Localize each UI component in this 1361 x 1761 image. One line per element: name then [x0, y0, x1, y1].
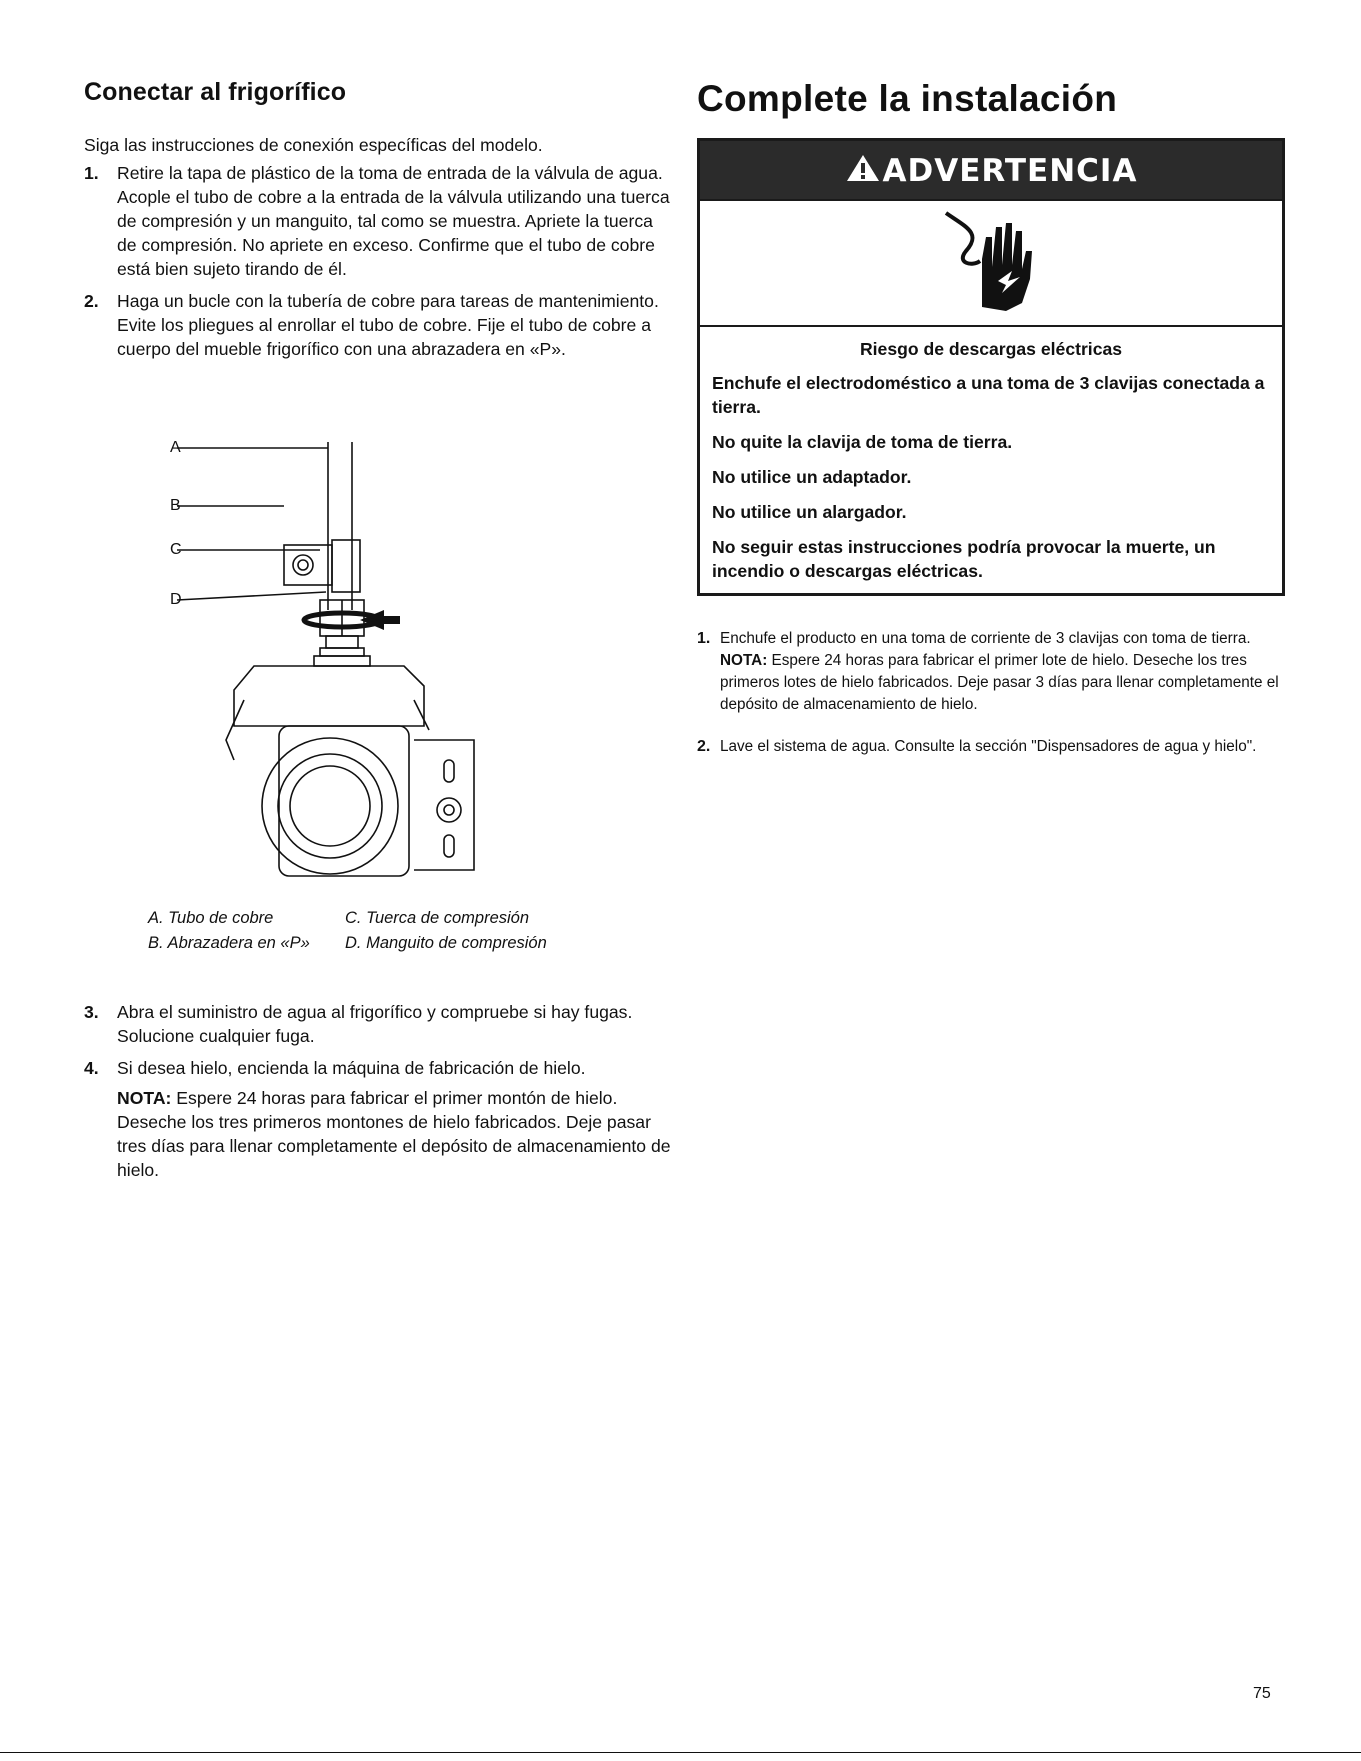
- right-steps: [697, 628, 1297, 778]
- left-column: [84, 78, 674, 369]
- left-steps-lower: [84, 1000, 674, 1190]
- callout-a: A: [170, 439, 181, 456]
- note-text: Espere 24 horas para fabricar el primer montón de hielo. Deseche los tres primeros montones de hielo fabricados. Deje pasar tres días para llenar completamente el depósito de almacenamiento de hielo.: [117, 1088, 671, 1180]
- legend-item-b: B. Abrazadera en «P»: [148, 934, 310, 952]
- electrical-shock-hand-icon: [700, 199, 1282, 327]
- callout-c: C: [170, 541, 182, 558]
- step-number: 4.: [84, 1058, 99, 1078]
- warning-body: [700, 327, 1282, 593]
- section-heading-complete: Complete la instalación: [697, 78, 1118, 119]
- step-text: Retire la tapa de plástico de la toma de entrada de la válvula de agua. Acople el tubo de cobre a la entrada de la válvula utilizando una tuerca de compresión y un manguito, tal como se muestra. Apriete la tuerca de compresión. No apriete en exceso. Confirme que el tubo de cobre está bien sujeto tirando de él.: [117, 163, 670, 279]
- intro-text: Siga las instrucciones de conexión específicas del modelo.: [84, 135, 543, 155]
- warning-box: [697, 138, 1285, 596]
- warning-line: No seguir estas instrucciones podría provocar la muerte, un incendio o descargas eléctricas.: [712, 537, 1216, 581]
- legend-item-a: A. Tubo de cobre: [148, 909, 274, 927]
- valve-connection-figure: [84, 440, 674, 880]
- step-note: [117, 1086, 674, 1182]
- legend-item-c: C. Tuerca de compresión: [345, 909, 530, 927]
- bottom-divider: [0, 1752, 1361, 1753]
- right-column: [697, 78, 1297, 140]
- warning-line: No utilice un alargador.: [712, 502, 907, 522]
- step-number: 3.: [84, 1002, 99, 1022]
- step-4: [84, 1056, 674, 1182]
- right-step-1: [697, 628, 1297, 716]
- step-number: 1.: [84, 163, 99, 183]
- page-number: 75: [1253, 1685, 1271, 1702]
- note-label: NOTA:: [720, 652, 768, 669]
- note-label: NOTA:: [117, 1088, 172, 1108]
- step-text: Haga un bucle con la tubería de cobre para tareas de mantenimiento. Evite los pliegues al enrollar el tubo de cobre. Fije el tubo de cobre a cuerpo del mueble frigorífico con una abrazadera en «P».: [117, 291, 659, 359]
- step-text: Enchufe el producto en una toma de corriente de 3 clavijas con toma de tierra.: [720, 630, 1251, 647]
- callout-b: B: [170, 497, 181, 514]
- callout-d: D: [170, 591, 182, 608]
- warning-line: No utilice un adaptador.: [712, 467, 912, 487]
- legend-row: [148, 931, 547, 956]
- risk-title: Riesgo de descargas eléctricas: [859, 339, 1123, 359]
- warning-title: ADVERTENCIA: [882, 153, 1138, 189]
- step-text: Abra el suministro de agua al frigorífico y compruebe si hay fugas. Solucione cualquier fuga.: [117, 1002, 633, 1046]
- step-3: [84, 1000, 674, 1048]
- step-number: 2.: [697, 738, 711, 755]
- legend-row: [148, 906, 547, 931]
- step-text: Si desea hielo, encienda la máquina de fabricación de hielo.: [117, 1058, 586, 1078]
- figure-legend: [148, 906, 547, 956]
- step-number: 2.: [84, 291, 99, 311]
- warning-header: [700, 141, 1282, 199]
- step-1: [84, 161, 674, 281]
- warning-triangle-icon: [845, 143, 881, 203]
- warning-line: Enchufe el electrodoméstico a una toma de 3 clavijas conectada a tierra.: [712, 373, 1265, 417]
- right-step-2: [697, 736, 1297, 758]
- warning-line: No quite la clavija de toma de tierra.: [712, 432, 1013, 452]
- step-number: 1.: [697, 630, 711, 647]
- legend-item-d: D. Manguito de compresión: [345, 934, 547, 952]
- section-heading-connect: Conectar al frigorífico: [84, 78, 347, 106]
- note-text: Espere 24 horas para fabricar el primer lote de hielo. Deseche los tres primeros lotes de hielo fabricados. Deje pasar 3 días para llenar completamente el depósito de almacenamiento de hielo.: [720, 652, 1279, 713]
- step-text: Lave el sistema de agua. Consulte la sección "Dispensadores de agua y hielo".: [720, 738, 1257, 755]
- step-note: [720, 650, 1297, 716]
- step-2: [84, 289, 674, 361]
